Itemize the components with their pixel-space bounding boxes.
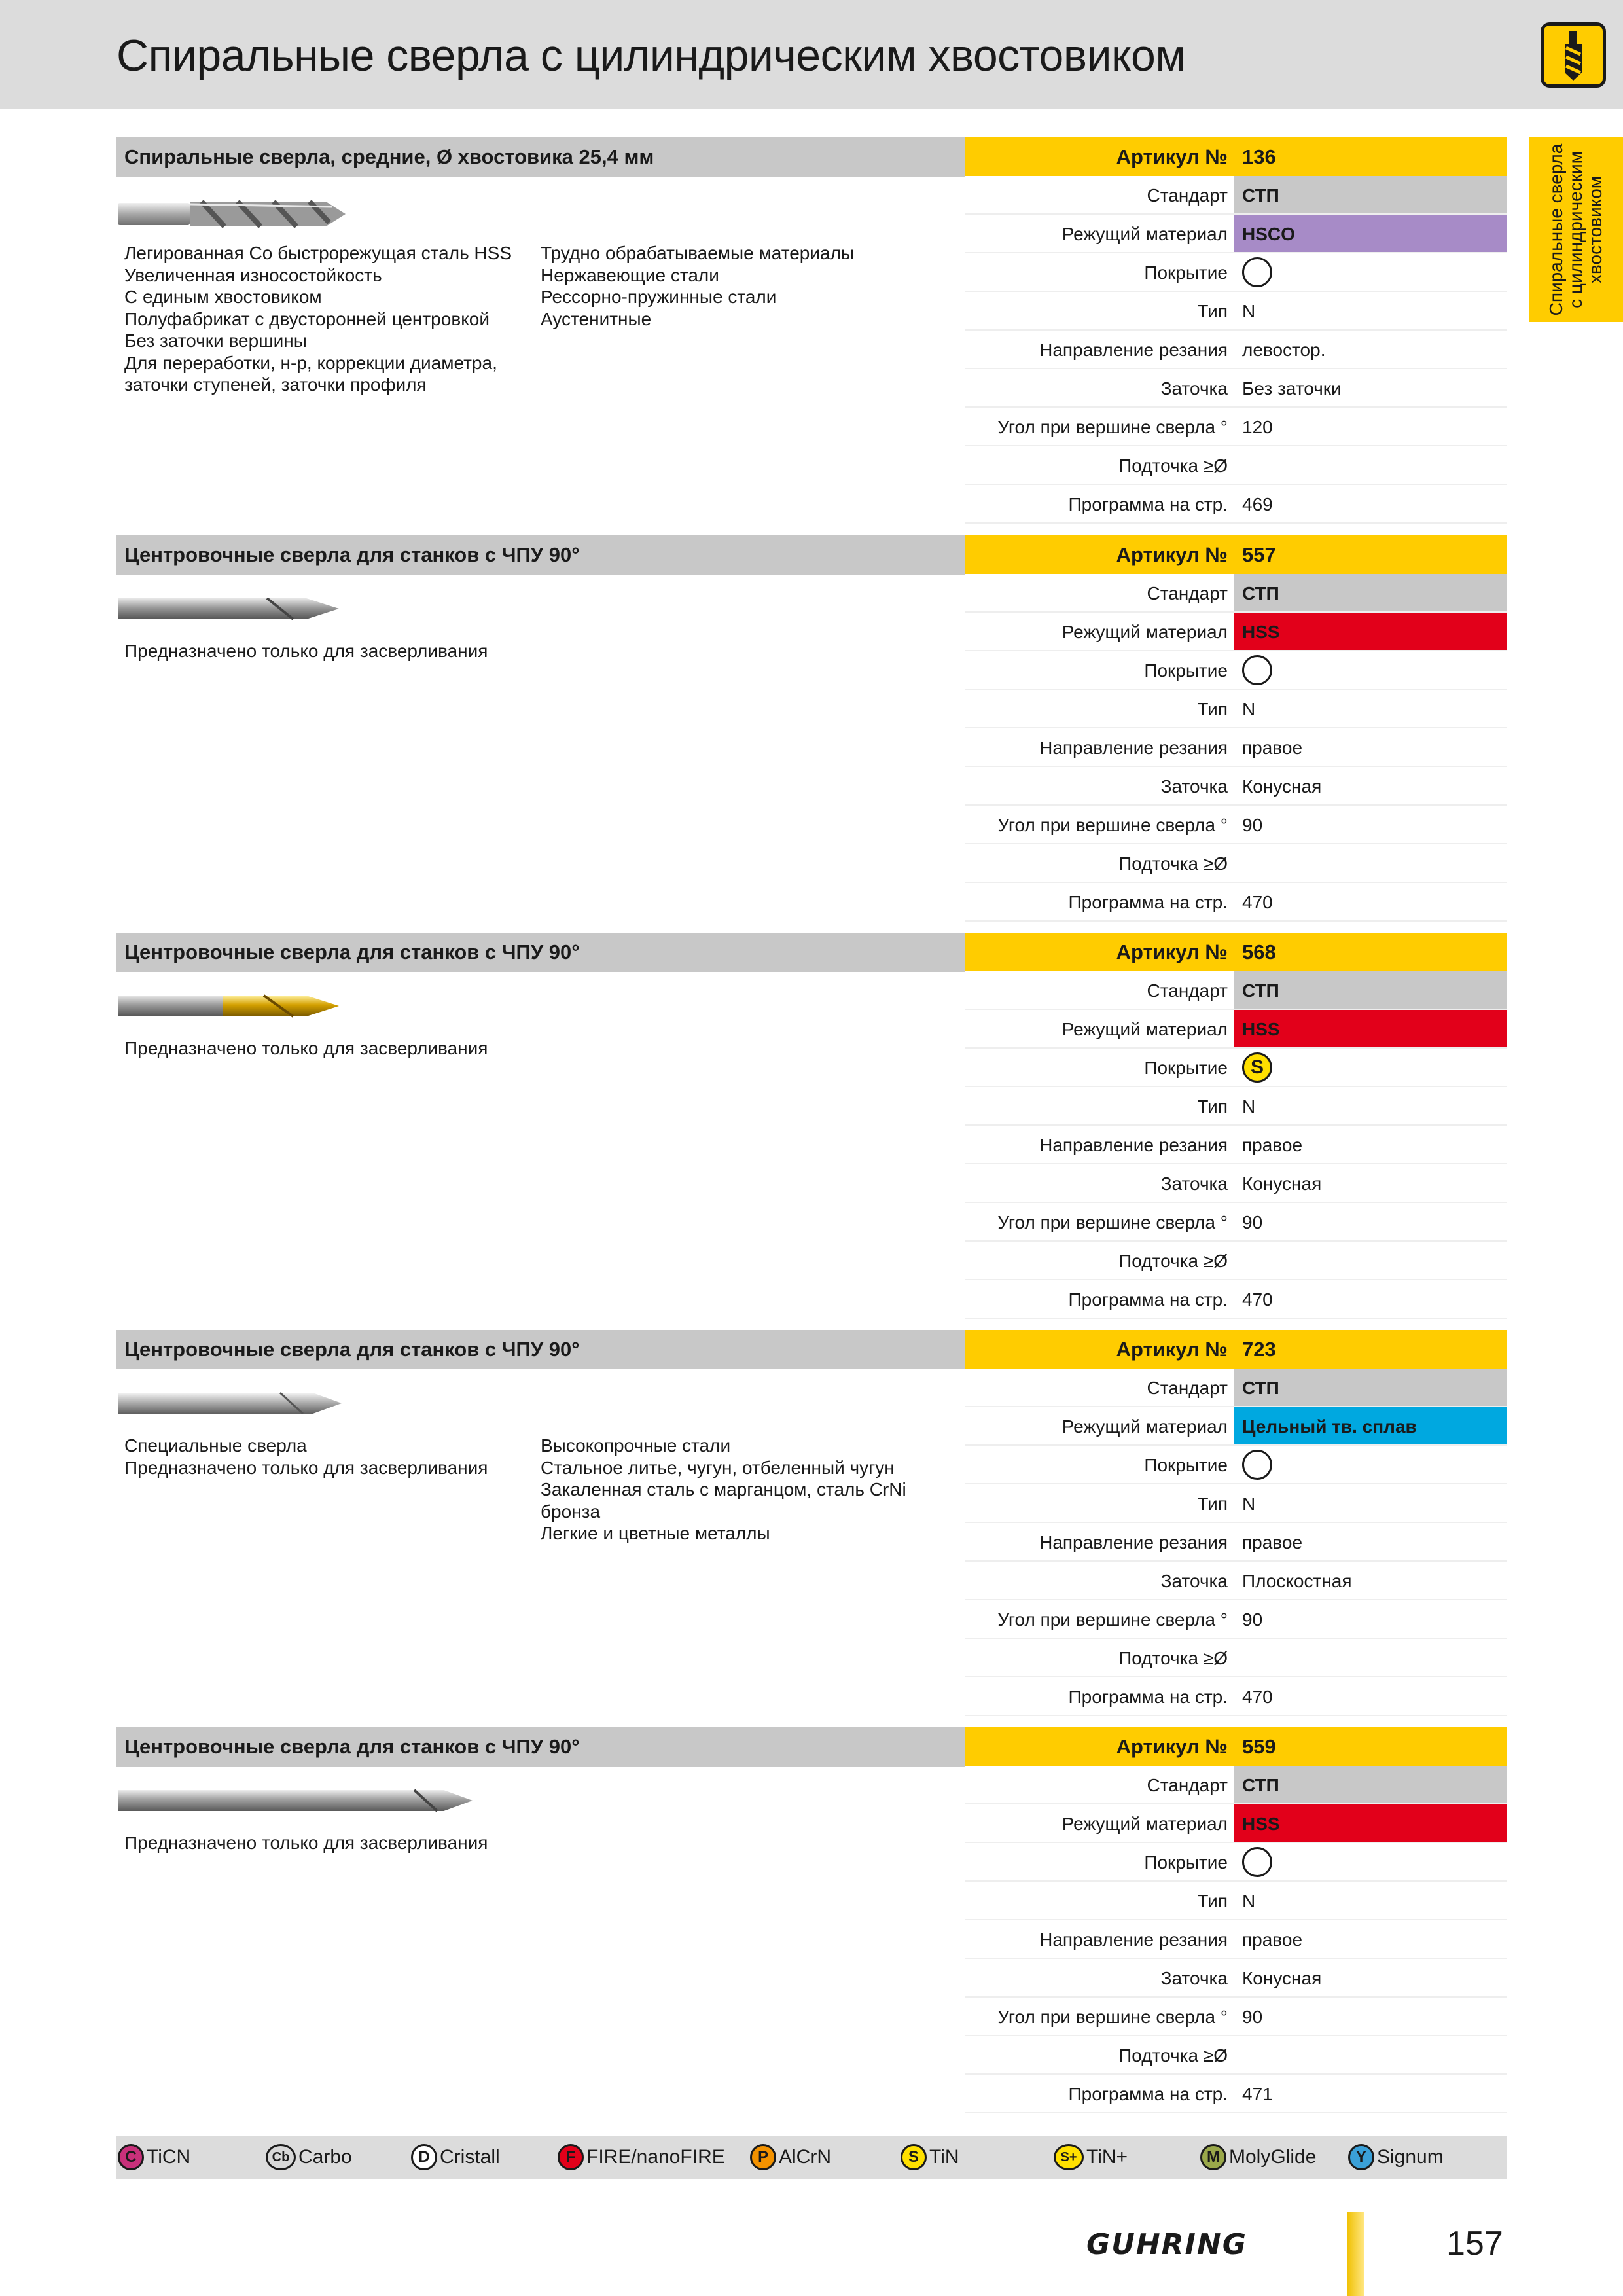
page-number: 157 bbox=[1446, 2225, 1503, 2263]
feature-line: Специальные сверла bbox=[124, 1435, 307, 1456]
legend-item bbox=[558, 2144, 725, 2173]
spec-value-type: N bbox=[1242, 699, 1256, 719]
spec-label-standard: Стандарт bbox=[1147, 1775, 1228, 1795]
spec-value-article: 559 bbox=[1242, 1735, 1276, 1758]
spec-value-thinning bbox=[1234, 2036, 1507, 2073]
spec-value-angle: 120 bbox=[1242, 417, 1273, 437]
drill-icon-graphic bbox=[1544, 26, 1603, 84]
spec-value-type: N bbox=[1242, 1494, 1256, 1514]
spec-label-material: Режущий материал bbox=[1061, 1019, 1228, 1039]
coating-circle-icon bbox=[1242, 1847, 1272, 1877]
spec-value-angle: 90 bbox=[1242, 815, 1263, 835]
spec-label-thinning: Подточка ≥Ø bbox=[1118, 1648, 1228, 1668]
spec-label-angle: Угол при вершине сверла ° bbox=[997, 1609, 1228, 1630]
side-tab bbox=[1529, 137, 1623, 322]
feature-line: Предназначено только для засверливания bbox=[124, 1457, 488, 1478]
spec-value-article: 568 bbox=[1242, 941, 1276, 963]
side-tab-line: хвостовиком bbox=[1585, 175, 1605, 284]
spec-label-program: Программа на стр. bbox=[1068, 1289, 1228, 1310]
product-title: Центровочные сверла для станков с ЧПУ 90° bbox=[124, 941, 580, 963]
spec-value-angle: 90 bbox=[1242, 2007, 1263, 2027]
page-title: Спиральные сверла с цилиндрическим хвостовиком bbox=[116, 31, 1186, 81]
coating-badge-icon: M bbox=[1200, 2144, 1226, 2170]
legend-item bbox=[1348, 2144, 1444, 2173]
coating-circle-icon bbox=[1242, 257, 1272, 287]
spec-value-coating bbox=[1234, 1446, 1507, 1483]
spec-label-type: Тип bbox=[1197, 699, 1228, 719]
spec-label-direction: Направление резания bbox=[1039, 1135, 1228, 1155]
spec-label-angle: Угол при вершине сверла ° bbox=[997, 815, 1228, 835]
spec-value-type: N bbox=[1242, 301, 1256, 321]
spec-label-standard: Стандарт bbox=[1147, 583, 1228, 603]
legend-label: TiCN bbox=[147, 2146, 191, 2168]
product-block bbox=[116, 1330, 1507, 1720]
spec-row-article bbox=[965, 933, 1507, 971]
spec-row-angle bbox=[965, 1600, 1507, 1639]
spec-value-sharpening: Конусная bbox=[1242, 1968, 1322, 1988]
spec-table bbox=[965, 137, 1507, 524]
feature-line: Высокопрочные стали bbox=[541, 1435, 731, 1456]
spec-label-type: Тип bbox=[1197, 1096, 1228, 1117]
spec-row-material bbox=[965, 215, 1507, 253]
spec-row-type bbox=[965, 1087, 1507, 1126]
spec-row-standard bbox=[965, 1766, 1507, 1804]
feature-line: Стальное литье, чугун, отбеленный чугун bbox=[541, 1457, 895, 1478]
spec-row-thinning bbox=[965, 1242, 1507, 1280]
spec-value-material: Цельный тв. сплав bbox=[1234, 1407, 1507, 1444]
spec-value-standard: СТП bbox=[1234, 574, 1507, 611]
feature-line: Предназначено только для засверливания bbox=[124, 1833, 488, 1853]
legend-item bbox=[901, 2144, 959, 2173]
spec-value-program: 470 bbox=[1242, 892, 1273, 912]
spec-label-program: Программа на стр. bbox=[1068, 2084, 1228, 2104]
spec-row-coating bbox=[965, 1049, 1507, 1087]
spec-value-type: N bbox=[1242, 1891, 1256, 1911]
coating-badge-icon: S+ bbox=[1054, 2144, 1084, 2170]
spec-label-material: Режущий материал bbox=[1061, 1814, 1228, 1834]
drill-image bbox=[116, 589, 352, 632]
spec-row-type bbox=[965, 690, 1507, 728]
product-title-bar bbox=[116, 933, 965, 972]
product-block bbox=[116, 535, 1507, 925]
product-block bbox=[116, 1727, 1507, 2117]
coating-circle-icon bbox=[1242, 1450, 1272, 1480]
spec-row-type bbox=[965, 1484, 1507, 1523]
spec-value-angle: 90 bbox=[1242, 1212, 1263, 1232]
spec-table bbox=[965, 535, 1507, 922]
feature-line: С единым хвостовиком bbox=[124, 287, 322, 307]
spec-value-direction: левостор. bbox=[1242, 340, 1326, 360]
spec-label-type: Тип bbox=[1197, 1891, 1228, 1911]
spec-label-sharpening: Заточка bbox=[1160, 1174, 1228, 1194]
spec-label-thinning: Подточка ≥Ø bbox=[1118, 853, 1228, 874]
spec-label-direction: Направление резания bbox=[1039, 738, 1228, 758]
legend-label: AlCrN bbox=[779, 2146, 831, 2168]
footer-accent-bar bbox=[1347, 2212, 1364, 2296]
spec-value-material: HSS bbox=[1234, 1010, 1507, 1047]
spec-value-coating bbox=[1234, 1843, 1507, 1880]
coating-badge-icon: S bbox=[901, 2144, 927, 2170]
feature-line: бронза bbox=[541, 1501, 601, 1522]
spec-label-thinning: Подточка ≥Ø bbox=[1118, 1251, 1228, 1271]
spec-row-thinning bbox=[965, 844, 1507, 883]
spec-value-direction: правое bbox=[1242, 1532, 1303, 1552]
drill-image bbox=[116, 191, 352, 240]
spec-label-standard: Стандарт bbox=[1147, 1378, 1228, 1398]
features-column-right bbox=[541, 1435, 959, 1545]
features-column-left bbox=[124, 1435, 537, 1479]
feature-line: Без заточки вершины bbox=[124, 331, 307, 351]
spec-row-coating bbox=[965, 1446, 1507, 1484]
coating-badge-icon: Cb bbox=[266, 2144, 296, 2170]
spec-row-program bbox=[965, 1280, 1507, 1319]
spec-label-article: Артикул № bbox=[1116, 1735, 1228, 1758]
spec-value-angle: 90 bbox=[1242, 1609, 1263, 1630]
feature-line: Увеличенная износостойкость bbox=[124, 264, 382, 285]
spec-value-article: 557 bbox=[1242, 543, 1276, 566]
spec-row-material bbox=[965, 1407, 1507, 1446]
spec-label-program: Программа на стр. bbox=[1068, 494, 1228, 514]
spec-row-coating bbox=[965, 651, 1507, 690]
legend-label: Carbo bbox=[298, 2146, 352, 2168]
spec-value-direction: правое bbox=[1242, 1135, 1303, 1155]
side-tab-text bbox=[1546, 137, 1605, 322]
spec-value-sharpening: Плоскостная bbox=[1242, 1571, 1352, 1591]
spec-label-coating: Покрытие bbox=[1144, 1852, 1228, 1873]
side-tab-line: с цилиндрическим bbox=[1565, 151, 1586, 308]
spec-label-article: Артикул № bbox=[1116, 941, 1228, 963]
spec-row-direction bbox=[965, 331, 1507, 369]
product-title: Центровочные сверла для станков с ЧПУ 90° bbox=[124, 543, 580, 566]
spec-label-program: Программа на стр. bbox=[1068, 892, 1228, 912]
features-column-left bbox=[124, 242, 537, 396]
spec-label-material: Режущий материал bbox=[1061, 622, 1228, 642]
spec-row-program bbox=[965, 883, 1507, 922]
coating-circle-icon bbox=[1242, 655, 1272, 685]
feature-line: Для переработки, н-р, коррекции диаметра, bbox=[124, 352, 497, 373]
feature-line: Предназначено только для засверливания bbox=[124, 1038, 488, 1058]
spec-label-type: Тип bbox=[1197, 301, 1228, 321]
spec-label-coating: Покрытие bbox=[1144, 262, 1228, 283]
product-title: Спиральные сверла, средние, Ø хвостовика 25,4 мм bbox=[124, 145, 654, 168]
spec-value-standard: СТП bbox=[1234, 1369, 1507, 1406]
legend-label: MolyGlide bbox=[1229, 2146, 1317, 2168]
spec-row-sharpening bbox=[965, 767, 1507, 806]
coating-badge-icon: D bbox=[411, 2144, 437, 2170]
spec-value-coating bbox=[1234, 651, 1507, 689]
spec-label-direction: Направление резания bbox=[1039, 1929, 1228, 1950]
spec-label-standard: Стандарт bbox=[1147, 980, 1228, 1001]
spec-row-standard bbox=[965, 574, 1507, 613]
spec-value-thinning bbox=[1234, 446, 1507, 484]
spec-value-standard: СТП bbox=[1234, 176, 1507, 213]
spec-value-sharpening: Конусная bbox=[1242, 1174, 1322, 1194]
spec-table bbox=[965, 933, 1507, 1319]
product-title-bar bbox=[116, 137, 965, 177]
spec-row-standard bbox=[965, 971, 1507, 1010]
legend-label: Cristall bbox=[440, 2146, 500, 2168]
spec-label-angle: Угол при вершине сверла ° bbox=[997, 2007, 1228, 2027]
spec-label-sharpening: Заточка bbox=[1160, 1968, 1228, 1988]
feature-line: Аустенитные bbox=[541, 308, 652, 329]
product-title: Центровочные сверла для станков с ЧПУ 90° bbox=[124, 1338, 580, 1361]
spec-label-direction: Направление резания bbox=[1039, 340, 1228, 360]
legend-item bbox=[411, 2144, 500, 2173]
spec-row-coating bbox=[965, 1843, 1507, 1882]
legend-item bbox=[1054, 2144, 1128, 2173]
product-block bbox=[116, 137, 1507, 528]
spec-row-type bbox=[965, 1882, 1507, 1920]
spec-row-article bbox=[965, 137, 1507, 176]
spec-label-coating: Покрытие bbox=[1144, 660, 1228, 681]
spec-value-program: 469 bbox=[1242, 494, 1273, 514]
spec-value-program: 471 bbox=[1242, 2084, 1273, 2104]
spec-row-direction bbox=[965, 728, 1507, 767]
feature-line: Полуфабрикат с двусторонней центровкой bbox=[124, 308, 490, 329]
legend-label: FIRE/nanoFIRE bbox=[586, 2146, 725, 2168]
spec-label-article: Артикул № bbox=[1116, 543, 1228, 566]
spec-label-sharpening: Заточка bbox=[1160, 378, 1228, 399]
spec-row-material bbox=[965, 613, 1507, 651]
spec-row-direction bbox=[965, 1920, 1507, 1959]
feature-line: Нержавеющие стали bbox=[541, 264, 719, 285]
spec-row-thinning bbox=[965, 446, 1507, 485]
features-column-right bbox=[541, 242, 959, 330]
spec-row-sharpening bbox=[965, 1959, 1507, 1998]
spec-label-standard: Стандарт bbox=[1147, 185, 1228, 206]
spec-value-thinning bbox=[1234, 1639, 1507, 1676]
legend-item bbox=[266, 2144, 352, 2173]
spec-table bbox=[965, 1330, 1507, 1716]
spec-label-program: Программа на стр. bbox=[1068, 1687, 1228, 1707]
spec-value-thinning bbox=[1234, 1242, 1507, 1279]
spec-label-material: Режущий материал bbox=[1061, 224, 1228, 244]
spec-row-article bbox=[965, 1330, 1507, 1369]
spec-row-material bbox=[965, 1804, 1507, 1843]
spec-value-program: 470 bbox=[1242, 1687, 1273, 1707]
drill-icon bbox=[1541, 22, 1606, 88]
spec-row-article bbox=[965, 1727, 1507, 1766]
legend-item bbox=[750, 2144, 831, 2173]
feature-line: Закаленная сталь с марганцом, сталь CrNi bbox=[541, 1479, 906, 1499]
spec-row-sharpening bbox=[965, 369, 1507, 408]
spec-value-standard: СТП bbox=[1234, 1766, 1507, 1803]
features-column-left bbox=[124, 1832, 537, 1854]
product-title: Центровочные сверла для станков с ЧПУ 90° bbox=[124, 1735, 580, 1758]
coating-badge-icon: C bbox=[118, 2144, 144, 2170]
product-block bbox=[116, 933, 1507, 1323]
spec-value-sharpening: Без заточки bbox=[1242, 378, 1342, 399]
spec-row-angle bbox=[965, 806, 1507, 844]
spec-row-program bbox=[965, 2075, 1507, 2113]
legend-label: TiN bbox=[929, 2146, 959, 2168]
spec-row-standard bbox=[965, 176, 1507, 215]
spec-value-sharpening: Конусная bbox=[1242, 776, 1322, 797]
coating-badge-icon: F bbox=[558, 2144, 584, 2170]
feature-line: Легкие и цветные металлы bbox=[541, 1523, 770, 1543]
spec-value-material: HSCO bbox=[1234, 215, 1507, 252]
spec-label-angle: Угол при вершине сверла ° bbox=[997, 417, 1228, 437]
spec-label-thinning: Подточка ≥Ø bbox=[1118, 2045, 1228, 2066]
spec-value-material: HSS bbox=[1234, 613, 1507, 650]
spec-value-type: N bbox=[1242, 1096, 1256, 1117]
feature-line: Предназначено только для засверливания bbox=[124, 641, 488, 661]
spec-value-thinning bbox=[1234, 844, 1507, 882]
spec-label-direction: Направление резания bbox=[1039, 1532, 1228, 1552]
feature-line: Рессорно-пружинные стали bbox=[541, 287, 777, 307]
spec-row-angle bbox=[965, 1203, 1507, 1242]
spec-value-article: 136 bbox=[1242, 145, 1276, 168]
coating-badge-icon: P bbox=[750, 2144, 776, 2170]
spec-value-article: 723 bbox=[1242, 1338, 1276, 1361]
spec-row-angle bbox=[965, 408, 1507, 446]
feature-line: заточки ступеней, заточки профиля bbox=[124, 374, 427, 395]
spec-label-coating: Покрытие bbox=[1144, 1058, 1228, 1078]
spec-label-article: Артикул № bbox=[1116, 1338, 1228, 1361]
features-column-left bbox=[124, 640, 537, 662]
coating-circle-icon: S bbox=[1242, 1052, 1272, 1083]
spec-label-sharpening: Заточка bbox=[1160, 1571, 1228, 1591]
spec-row-thinning bbox=[965, 2036, 1507, 2075]
legend-label: Signum bbox=[1377, 2146, 1444, 2168]
spec-label-angle: Угол при вершине сверла ° bbox=[997, 1212, 1228, 1232]
spec-label-thinning: Подточка ≥Ø bbox=[1118, 456, 1228, 476]
spec-value-coating bbox=[1234, 253, 1507, 291]
spec-row-angle bbox=[965, 1998, 1507, 2036]
spec-row-direction bbox=[965, 1126, 1507, 1164]
product-title-bar bbox=[116, 535, 965, 575]
spec-label-coating: Покрытие bbox=[1144, 1455, 1228, 1475]
spec-label-material: Режущий материал bbox=[1061, 1416, 1228, 1437]
legend-label: TiN+ bbox=[1086, 2146, 1128, 2168]
coating-legend bbox=[116, 2136, 1507, 2179]
spec-row-sharpening bbox=[965, 1164, 1507, 1203]
spec-value-direction: правое bbox=[1242, 1929, 1303, 1950]
spec-value-coating bbox=[1234, 1049, 1507, 1086]
feature-line: Трудно обрабатываемые материалы bbox=[541, 243, 855, 263]
product-title-bar bbox=[116, 1727, 965, 1767]
side-tab-line: Спиральные сверла bbox=[1546, 143, 1566, 316]
spec-label-type: Тип bbox=[1197, 1494, 1228, 1514]
brand-logo: GUHRING bbox=[1086, 2228, 1247, 2261]
drill-image bbox=[116, 1781, 483, 1823]
spec-row-direction bbox=[965, 1523, 1507, 1562]
spec-row-program bbox=[965, 1677, 1507, 1716]
coating-badge-icon: Y bbox=[1348, 2144, 1374, 2170]
spec-row-article bbox=[965, 535, 1507, 574]
spec-value-standard: СТП bbox=[1234, 971, 1507, 1009]
spec-value-direction: правое bbox=[1242, 738, 1303, 758]
spec-row-material bbox=[965, 1010, 1507, 1049]
spec-label-sharpening: Заточка bbox=[1160, 776, 1228, 797]
spec-row-standard bbox=[965, 1369, 1507, 1407]
spec-label-article: Артикул № bbox=[1116, 145, 1228, 168]
product-title-bar bbox=[116, 1330, 965, 1369]
spec-value-program: 470 bbox=[1242, 1289, 1273, 1310]
drill-image bbox=[116, 986, 352, 1029]
spec-value-material: HSS bbox=[1234, 1804, 1507, 1842]
drill-image bbox=[116, 1384, 352, 1426]
legend-item bbox=[118, 2144, 190, 2173]
page-header bbox=[0, 0, 1623, 109]
spec-table bbox=[965, 1727, 1507, 2113]
feature-line: Легированная Co быстрорежущая сталь HSS bbox=[124, 243, 512, 263]
spec-row-program bbox=[965, 485, 1507, 524]
spec-row-sharpening bbox=[965, 1562, 1507, 1600]
legend-item bbox=[1200, 2144, 1316, 2173]
features-column-left bbox=[124, 1037, 537, 1060]
spec-row-coating bbox=[965, 253, 1507, 292]
spec-row-type bbox=[965, 292, 1507, 331]
spec-row-thinning bbox=[965, 1639, 1507, 1677]
